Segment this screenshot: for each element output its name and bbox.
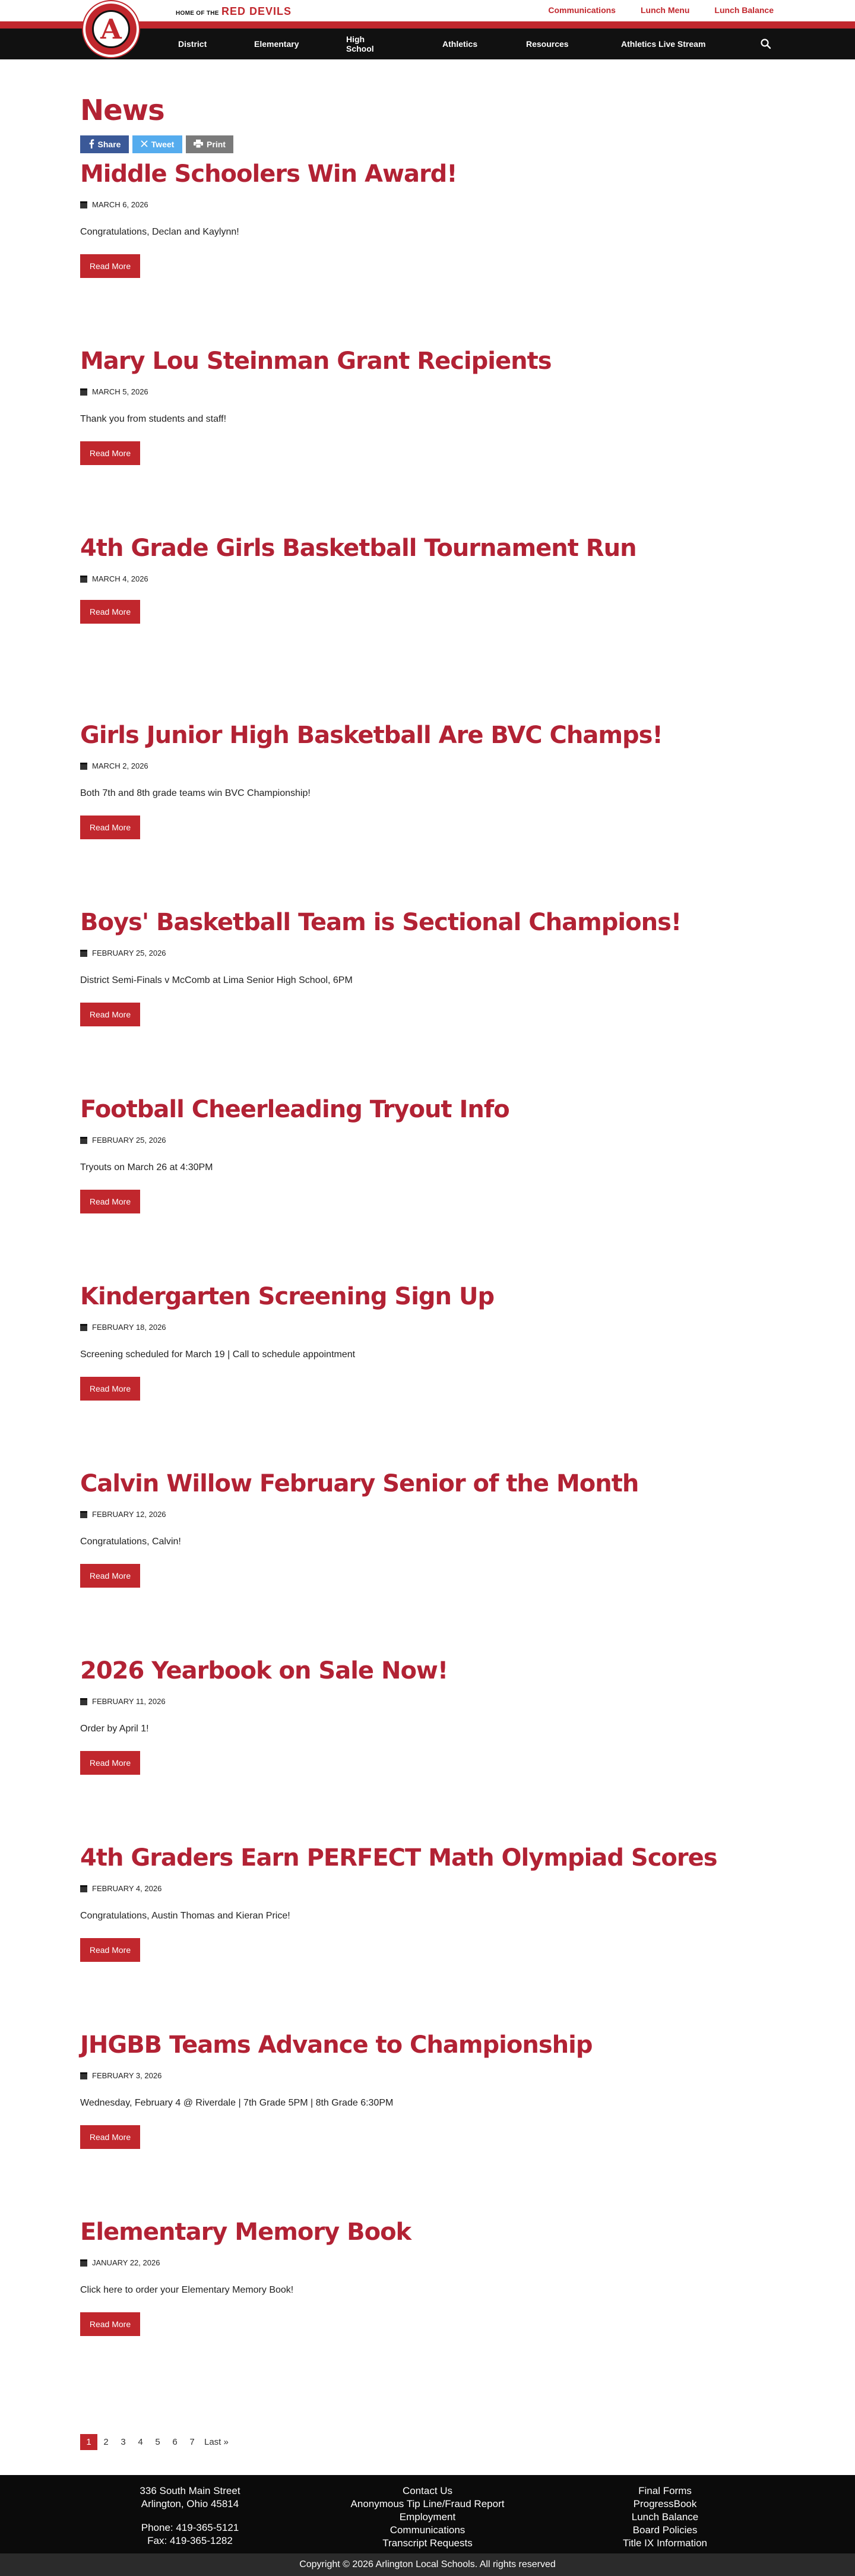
article-title[interactable]: Calvin Willow February Senior of the Month: [80, 1470, 639, 1497]
article-title[interactable]: Elementary Memory Book: [80, 2218, 411, 2246]
footer-link-title-ix[interactable]: Title IX Information: [622, 2537, 708, 2549]
article-date: FEBRUARY 12, 2026: [92, 1510, 166, 1519]
top-link-lunch-menu[interactable]: Lunch Menu: [640, 5, 690, 15]
footer-link-lunch-balance[interactable]: Lunch Balance: [631, 2511, 699, 2523]
article-excerpt: Wednesday, February 4 @ Riverdale | 7th Grade 5PM | 8th Grade 6:30PM: [80, 2098, 394, 2108]
article-date: FEBRUARY 11, 2026: [92, 1697, 166, 1706]
footer-link-tip-line[interactable]: Anonymous Tip Line/Fraud Report: [350, 2498, 505, 2509]
top-links: [548, 5, 774, 15]
read-more-button[interactable]: Read More: [80, 1564, 140, 1588]
article-excerpt: Thank you from students and staff!: [80, 414, 227, 424]
article-excerpt: Screening scheduled for March 19 | Call to schedule appointment: [80, 1349, 356, 1360]
footer-main: [0, 2475, 855, 2553]
page-link[interactable]: 6: [172, 2437, 178, 2447]
article-meta: [80, 949, 855, 957]
article-excerpt: Order by April 1!: [80, 1724, 149, 1734]
article-excerpt: Both 7th and 8th grade teams win BVC Championship!: [80, 788, 311, 798]
news-article: [80, 1463, 855, 1650]
article-excerpt: Tryouts on March 26 at 4:30PM: [80, 1162, 213, 1172]
article-meta: [80, 761, 855, 770]
nav-high-school[interactable]: High School: [346, 34, 374, 53]
footer-link-contact[interactable]: Contact Us: [402, 2485, 453, 2496]
pagination: [80, 2434, 855, 2450]
fax-number: Fax: 419-365-1282: [147, 2535, 233, 2546]
footer-link-progressbook[interactable]: ProgressBook: [633, 2498, 697, 2509]
top-link-communications[interactable]: Communications: [548, 5, 616, 15]
news-article: [80, 340, 855, 527]
article-meta: [80, 2258, 855, 2267]
tagline-name: RED DEVILS: [221, 5, 292, 17]
footer-link-transcripts[interactable]: Transcript Requests: [382, 2537, 473, 2549]
print-button[interactable]: [186, 135, 233, 153]
share-label: Share: [97, 140, 121, 149]
news-article: [80, 902, 855, 1089]
read-more-button[interactable]: Read More: [80, 1377, 140, 1401]
article-title[interactable]: Girls Junior High Basketball Are BVC Champs!: [80, 722, 663, 749]
site-header: [0, 0, 855, 59]
article-excerpt: Congratulations, Calvin!: [80, 1537, 181, 1547]
page-link-current[interactable]: 1: [80, 2434, 97, 2450]
article-date: MARCH 5, 2026: [92, 387, 148, 396]
calendar-icon: [80, 1885, 87, 1892]
calendar-icon: [80, 388, 87, 396]
article-date: FEBRUARY 4, 2026: [92, 1884, 162, 1893]
article-meta: [80, 1697, 855, 1706]
article-title[interactable]: Boys' Basketball Team is Sectional Champions!: [80, 909, 682, 936]
article-excerpt: Congratulations, Austin Thomas and Kieran Price!: [80, 1911, 290, 1921]
read-more-button[interactable]: Read More: [80, 254, 140, 278]
article-meta: [80, 387, 855, 396]
tagline: [176, 5, 292, 18]
page-title: News: [80, 94, 164, 127]
nav-athletics[interactable]: Athletics: [442, 39, 478, 49]
news-article: [80, 715, 855, 902]
calendar-icon: [80, 763, 87, 770]
article-date: JANUARY 22, 2026: [92, 2258, 160, 2267]
copyright: Copyright © 2026 Arlington Local Schools. All rights reserved: [0, 2553, 855, 2576]
news-article: [80, 2211, 855, 2398]
calendar-icon: [80, 201, 87, 208]
article-title[interactable]: 4th Graders Earn PERFECT Math Olympiad Scores: [80, 1844, 717, 1872]
news-article: [80, 1089, 855, 1276]
article-meta: [80, 200, 855, 209]
footer-links-right: [606, 2485, 724, 2550]
read-more-button[interactable]: Read More: [80, 816, 140, 839]
article-date: MARCH 2, 2026: [92, 761, 148, 770]
read-more-button[interactable]: Read More: [80, 600, 140, 624]
footer-link-board-policies[interactable]: Board Policies: [632, 2524, 698, 2536]
news-article: [80, 1650, 855, 1837]
article-meta: [80, 1136, 855, 1145]
tweet-label: Tweet: [151, 140, 175, 149]
calendar-icon: [80, 1137, 87, 1144]
print-icon: [194, 140, 203, 150]
nav-athletics-live-stream[interactable]: Athletics Live Stream: [621, 39, 706, 49]
news-article: [80, 2024, 855, 2211]
article-title[interactable]: Football Cheerleading Tryout Info: [80, 1096, 509, 1123]
news-article: [80, 1276, 855, 1463]
article-meta: [80, 1323, 855, 1332]
article-meta: [80, 2071, 855, 2080]
read-more-button[interactable]: Read More: [80, 2125, 140, 2149]
tagline-prefix: HOME OF THE: [176, 10, 219, 17]
article-title[interactable]: Kindergarten Screening Sign Up: [80, 1283, 495, 1310]
news-article: [80, 153, 855, 340]
footer-link-employment[interactable]: Employment: [399, 2511, 456, 2523]
page-link[interactable]: 7: [189, 2437, 195, 2447]
calendar-icon: [80, 1511, 87, 1518]
article-title[interactable]: 4th Grade Girls Basketball Tournament Run: [80, 535, 636, 562]
footer-link-communications[interactable]: Communications: [390, 2524, 466, 2536]
tweet-button[interactable]: [132, 135, 182, 153]
top-link-lunch-balance[interactable]: Lunch Balance: [714, 5, 774, 15]
search-icon[interactable]: [760, 38, 772, 50]
article-list: [80, 153, 855, 2398]
read-more-button[interactable]: Read More: [80, 1003, 140, 1026]
article-date: FEBRUARY 18, 2026: [92, 1323, 166, 1332]
article-meta: [80, 574, 855, 583]
article-title[interactable]: JHGBB Teams Advance to Championship: [80, 2031, 593, 2059]
read-more-button[interactable]: Read More: [80, 441, 140, 465]
article-title[interactable]: Mary Lou Steinman Grant Recipients: [80, 347, 552, 375]
nav-resources[interactable]: Resources: [526, 39, 569, 49]
read-more-button[interactable]: Read More: [80, 1938, 140, 1962]
article-title[interactable]: 2026 Yearbook on Sale Now!: [80, 1657, 448, 1684]
read-more-button[interactable]: Read More: [80, 1751, 140, 1775]
page-link-last[interactable]: Last »: [204, 2437, 229, 2447]
page-link[interactable]: 4: [138, 2437, 143, 2447]
article-date: MARCH 4, 2026: [92, 574, 148, 583]
news-article: [80, 1837, 855, 2024]
article-excerpt: Click here to order your Elementary Memory Book!: [80, 2285, 294, 2295]
facebook-share-button[interactable]: [80, 135, 129, 153]
read-more-button[interactable]: Read More: [80, 1190, 140, 1213]
print-label: Print: [207, 140, 226, 149]
nav-district[interactable]: District: [178, 39, 207, 49]
x-icon: [141, 140, 148, 149]
calendar-icon: [80, 576, 87, 583]
calendar-icon: [80, 2072, 87, 2079]
facebook-icon: [88, 139, 94, 150]
phone-number: Phone: 419-365-5121: [141, 2522, 239, 2533]
page-link[interactable]: 2: [103, 2437, 109, 2447]
address-line: Arlington, Ohio 45814: [141, 2498, 239, 2509]
article-excerpt: Congratulations, Declan and Kaylynn!: [80, 227, 239, 237]
article-meta: [80, 1884, 855, 1893]
news-article: [80, 527, 855, 715]
news-content: [0, 59, 855, 2450]
site-footer: [0, 2475, 855, 2576]
footer-address: [131, 2485, 249, 2547]
calendar-icon: [80, 1324, 87, 1331]
address-line: 336 South Main Street: [140, 2485, 240, 2496]
nav-elementary[interactable]: Elementary: [254, 39, 299, 49]
calendar-icon: [80, 1698, 87, 1705]
read-more-button[interactable]: Read More: [80, 2312, 140, 2336]
article-date: FEBRUARY 25, 2026: [92, 1136, 166, 1145]
article-date: FEBRUARY 3, 2026: [92, 2071, 162, 2080]
article-meta: [80, 1510, 855, 1519]
article-excerpt: District Semi-Finals v McComb at Lima Senior High School, 6PM: [80, 975, 353, 985]
logo-letter: A: [92, 10, 130, 48]
share-buttons: [80, 135, 855, 153]
page-link[interactable]: 3: [121, 2437, 126, 2447]
article-title[interactable]: Middle Schoolers Win Award!: [80, 160, 457, 188]
school-logo[interactable]: [83, 1, 139, 57]
calendar-icon: [80, 2259, 87, 2267]
article-date: MARCH 6, 2026: [92, 200, 148, 209]
footer-link-final-forms[interactable]: Final Forms: [638, 2485, 692, 2496]
article-date: FEBRUARY 25, 2026: [92, 949, 166, 957]
footer-links-middle: [350, 2485, 505, 2550]
page-link[interactable]: 5: [155, 2437, 160, 2447]
calendar-icon: [80, 950, 87, 957]
